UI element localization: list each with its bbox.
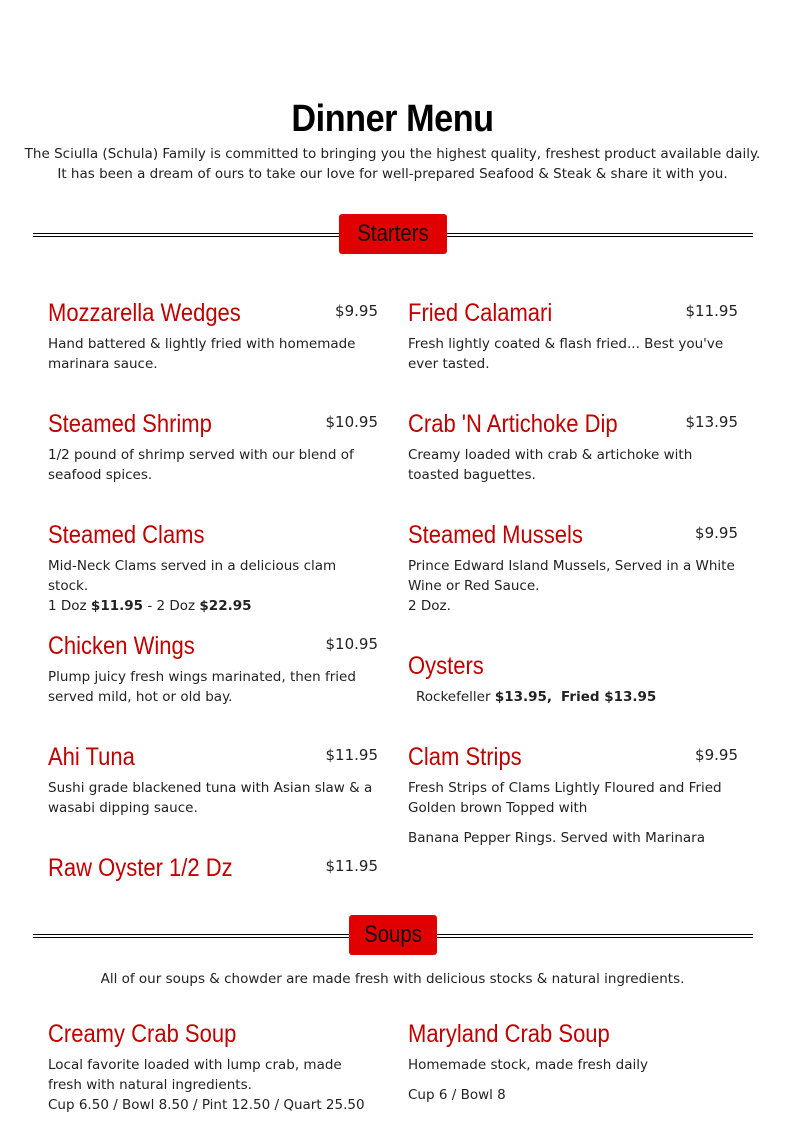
doz-separator: - 2 Doz [143,598,200,614]
item-name: Mozzarella Wedges [48,299,241,327]
item-name: Fried Calamari [408,299,553,327]
menu-item-maryland-crab-soup [408,1019,738,1105]
item-price: $10.95 [325,635,378,653]
doz1-label: 1 Doz [48,598,91,614]
soups-heading-label: Soups [364,921,422,948]
item-description: Hand battered & lightly fried with homemade marinara sauce. [48,336,356,372]
menu-item-steamed-clams [48,520,378,616]
item-price-options [48,596,378,616]
item-name: Steamed Clams [48,521,205,549]
item-description: Homemade stock, made fresh daily [408,1057,648,1073]
soups-intro-text: All of our soups & chowder are made fresh with delicious stocks & natural ingredients. [100,971,685,987]
item-price: $9.95 [695,524,738,542]
menu-item-steamed-mussels [408,520,738,616]
menu-item-clam-strips [408,742,738,848]
item-sizes: Cup 6 / Bowl 8 [408,1087,506,1103]
item-description: Prince Edward Island Mussels, Served in a White Wine or Red Sauce. [408,558,735,594]
item-name: Crab 'N Artichoke Dip [408,410,618,438]
item-name: Clam Strips [408,743,522,771]
item-name: Steamed Shrimp [48,410,212,438]
fried-price: Fried $13.95 [561,689,657,705]
item-name: Maryland Crab Soup [408,1020,610,1048]
starters-heading-label: Starters [357,220,429,247]
item-description: Creamy loaded with crab & artichoke with toasted baguettes. [408,447,693,483]
menu-item-steamed-shrimp [48,409,378,485]
item-description: Mid-Neck Clams served in a delicious clam stock. [48,558,337,594]
intro-text: The Sciulla (Schula) Family is committed to bringing you the highest quality, freshest product available daily. It has been a dream of ours to take our love for well-prepared Seafood & Steak & share it with you. [24,146,761,182]
item-description: Local favorite loaded with lump crab, made fresh with natural ingredients. [48,1057,342,1093]
item-price: $11.95 [685,302,738,320]
item-name: Raw Oyster 1/2 Dz [48,854,233,882]
menu-item-crab-artichoke-dip [408,409,738,485]
doz1-price: $11.95 [90,598,144,614]
menu-item-fried-calamari [408,298,738,374]
item-description: Sushi grade blackened tuna with Asian slaw & a wasabi dipping sauce. [48,780,373,816]
item-description: 1/2 pound of shrimp served with our blend of seafood spices. [48,447,354,483]
menu-item-creamy-crab-soup [48,1019,378,1115]
item-price: $11.95 [325,746,378,764]
item-price: $10.95 [325,413,378,431]
item-price: $11.95 [325,857,378,875]
section-heading-soups [349,915,437,955]
menu-item-chicken-wings [48,631,378,707]
item-name: Oysters [408,652,484,680]
item-description: Fresh Strips of Clams Lightly Floured and Fried Golden brown Topped with [408,780,722,816]
item-description: Plump juicy fresh wings marinated, then fried served mild, hot or old bay. [48,669,356,705]
item-price-options [408,687,738,707]
section-heading-starters [339,214,447,254]
item-name: Steamed Mussels [408,521,583,549]
item-name: Ahi Tuna [48,743,135,771]
item-name: Creamy Crab Soup [48,1020,237,1048]
item-description: Fresh lightly coated & flash fried... Best you've ever tasted. [408,336,724,372]
menu-item-oysters [408,651,738,707]
item-price: $9.95 [695,746,738,764]
item-price: $13.95 [685,413,738,431]
doz2-price: $22.95 [199,598,252,614]
menu-item-mozzarella-wedges [48,298,378,374]
page-title: Dinner Menu [291,98,494,140]
item-sizes: Cup 6.50 / Bowl 8.50 / Pint 12.50 / Quart 25.50 [48,1097,365,1113]
item-price: $9.95 [335,302,378,320]
menu-item-ahi-tuna [48,742,378,818]
item-quantity: 2 Doz. [408,598,451,614]
menu-item-raw-oyster [48,853,378,883]
item-description-extra: Banana Pepper Rings. Served with Marinara [408,830,705,846]
rockefeller-label: Rockefeller [416,689,495,705]
item-name: Chicken Wings [48,632,195,660]
rockefeller-price: $13.95, [494,689,553,705]
